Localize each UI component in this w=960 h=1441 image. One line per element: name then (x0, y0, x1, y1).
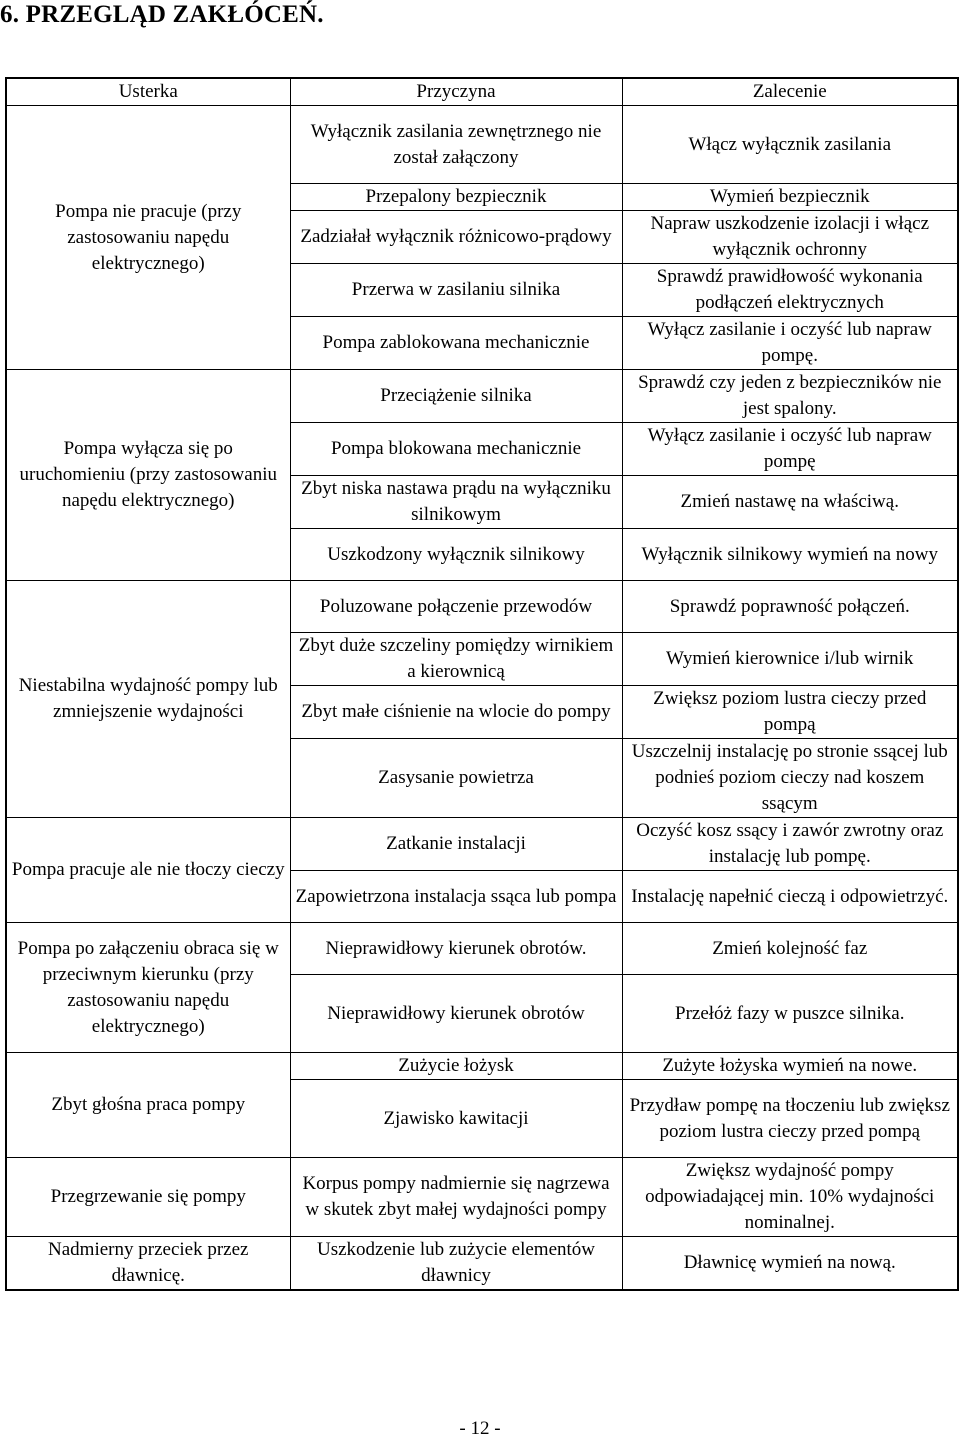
fault-cell: Niestabilna wydajność pompy lub zmniejszenie wydajności (6, 581, 290, 818)
cause-cell: Wyłącznik zasilania zewnętrznego nie został załączony (290, 106, 622, 184)
remedy-cell: Wymień kierownice i/lub wirnik (622, 633, 958, 686)
fault-cell: Zbyt głośna praca pompy (6, 1053, 290, 1158)
fault-cell: Pompa pracuje ale nie tłoczy cieczy (6, 818, 290, 923)
fault-cell: Pompa nie pracuje (przy zastosowaniu napędu elektrycznego) (6, 106, 290, 370)
fault-table (5, 77, 959, 1291)
cause-cell: Zbyt niska nastawa prądu na wyłączniku silnikowym (290, 476, 622, 529)
remedy-cell: Wymień bezpiecznik (622, 184, 958, 211)
remedy-cell: Przydław pompę na tłoczeniu lub zwiększ poziom lustra cieczy przed pompą (622, 1080, 958, 1158)
cause-cell: Nieprawidłowy kierunek obrotów. (290, 923, 622, 975)
cause-cell: Korpus pompy nadmiernie się nagrzewa w skutek zbyt małej wydajności pompy (290, 1158, 622, 1237)
cause-cell: Zużycie łożysk (290, 1053, 622, 1080)
table-row (6, 106, 958, 184)
fault-cell: Przegrzewanie się pompy (6, 1158, 290, 1237)
page-number: - 12 - (459, 1418, 501, 1439)
remedy-cell: Instalację napełnić cieczą i odpowietrzyć. (622, 871, 958, 923)
remedy-cell: Dławnicę wymień na nową. (622, 1237, 958, 1291)
remedy-cell: Napraw uszkodzenie izolacji i włącz wyłącznik ochronny (622, 211, 958, 264)
cause-cell: Poluzowane połączenie przewodów (290, 581, 622, 633)
remedy-cell: Uszczelnij instalację po stronie ssącej lub podnieś poziom cieczy nad koszem ssącym (622, 739, 958, 818)
remedy-cell: Sprawdź czy jeden z bezpieczników nie jest spalony. (622, 370, 958, 423)
table-row (6, 581, 958, 633)
fault-cell: Pompa wyłącza się po uruchomieniu (przy zastosowaniu napędu elektrycznego) (6, 370, 290, 581)
cause-cell: Zasysanie powietrza (290, 739, 622, 818)
remedy-cell: Zmień kolejność faz (622, 923, 958, 975)
cause-cell: Pompa blokowana mechanicznie (290, 423, 622, 476)
fault-cell: Pompa po załączeniu obraca się w przeciwnym kierunku (przy zastosowaniu napędu elektrycznego) (6, 923, 290, 1053)
remedy-cell: Oczyść kosz ssący i zawór zwrotny oraz instalację lub pompę. (622, 818, 958, 871)
table-row (6, 1158, 958, 1237)
table-row (6, 1053, 958, 1080)
cause-cell: Uszkodzenie lub zużycie elementów dławnicy (290, 1237, 622, 1291)
cause-cell: Przepalony bezpiecznik (290, 184, 622, 211)
remedy-cell: Zwiększ wydajność pompy odpowiadającej min. 10% wydajności nominalnej. (622, 1158, 958, 1237)
remedy-cell: Włącz wyłącznik zasilania (622, 106, 958, 184)
remedy-cell: Wyłącznik silnikowy wymień na nowy (622, 529, 958, 581)
table-row (6, 923, 958, 975)
cause-cell: Pompa zablokowana mechanicznie (290, 317, 622, 370)
table-header-row (6, 78, 958, 106)
column-header-cause: Przyczyna (290, 78, 622, 106)
column-header-fault: Usterka (6, 78, 290, 106)
cause-cell: Zjawisko kawitacji (290, 1080, 622, 1158)
remedy-cell: Przełóż fazy w puszce silnika. (622, 975, 958, 1053)
section-heading: 6. PRZEGLĄD ZAKŁÓCEŃ. (0, 1, 324, 28)
remedy-cell: Sprawdź poprawność połączeń. (622, 581, 958, 633)
cause-cell: Zatkanie instalacji (290, 818, 622, 871)
cause-cell: Zadziałał wyłącznik różnicowo-prądowy (290, 211, 622, 264)
table-row (6, 370, 958, 423)
fault-cell: Nadmierny przeciek przez dławnicę. (6, 1237, 290, 1291)
cause-cell: Nieprawidłowy kierunek obrotów (290, 975, 622, 1053)
remedy-cell: Sprawdź prawidłowość wykonania podłączeń elektrycznych (622, 264, 958, 317)
column-header-remedy: Zalecenie (622, 78, 958, 106)
cause-cell: Zbyt małe ciśnienie na wlocie do pompy (290, 686, 622, 739)
cause-cell: Zbyt duże szczeliny pomiędzy wirnikiem a kierownicą (290, 633, 622, 686)
cause-cell: Przerwa w zasilaniu silnika (290, 264, 622, 317)
remedy-cell: Zużyte łożyska wymień na nowe. (622, 1053, 958, 1080)
remedy-cell: Zwiększ poziom lustra cieczy przed pompą (622, 686, 958, 739)
remedy-cell: Wyłącz zasilanie i oczyść lub napraw pompę. (622, 317, 958, 370)
remedy-cell: Zmień nastawę na właściwą. (622, 476, 958, 529)
cause-cell: Uszkodzony wyłącznik silnikowy (290, 529, 622, 581)
remedy-cell: Wyłącz zasilanie i oczyść lub napraw pompę (622, 423, 958, 476)
cause-cell: Przeciążenie silnika (290, 370, 622, 423)
table-row (6, 1237, 958, 1291)
table-row (6, 818, 958, 871)
cause-cell: Zapowietrzona instalacja ssąca lub pompa (290, 871, 622, 923)
